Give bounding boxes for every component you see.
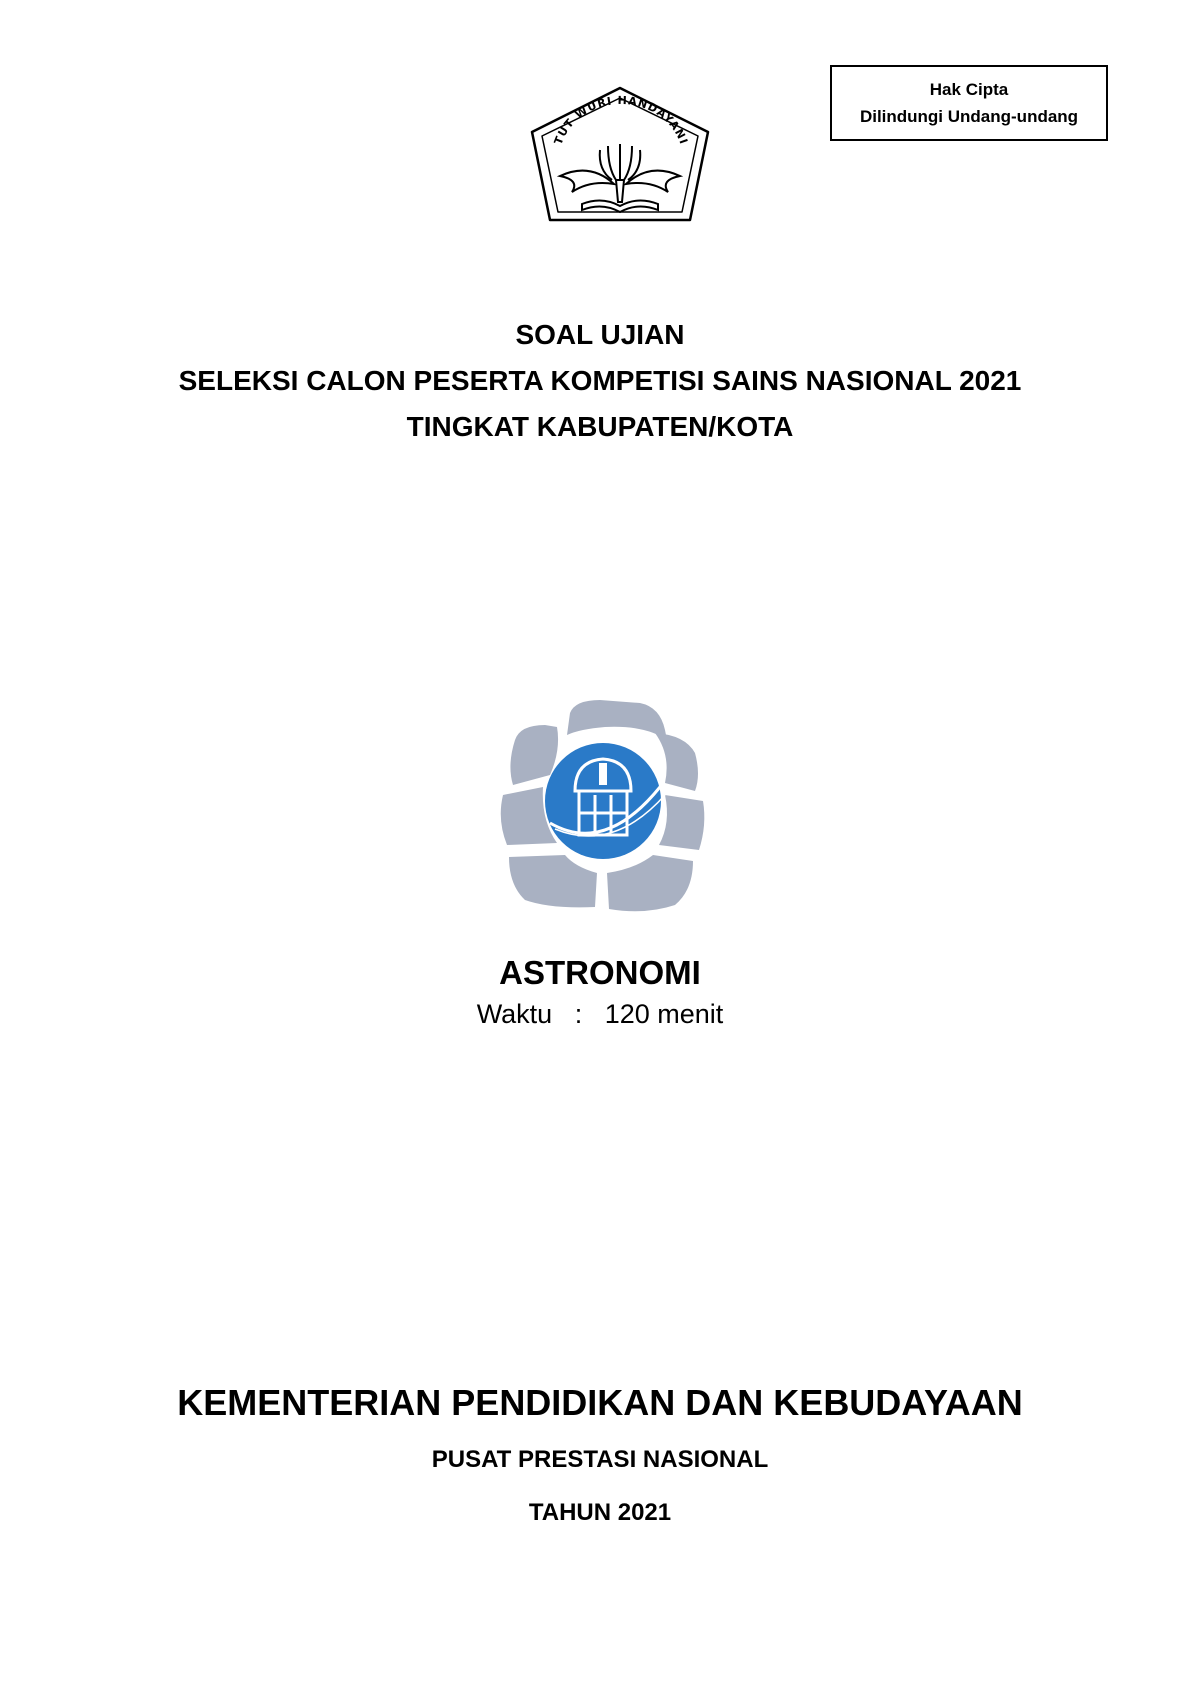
subject-name: ASTRONOMI (499, 954, 701, 991)
title-line-2: SELEKSI CALON PESERTA KOMPETISI SAINS NASIONAL 2021 (178, 365, 1022, 396)
ministry-name: KEMENTERIAN PENDIDIKAN DAN KEBUDAYAAN (177, 1382, 1023, 1423)
copyright-line-2: Dilindungi Undang-undang (859, 107, 1079, 126)
exam-year: TAHUN 2021 (528, 1499, 672, 1526)
svg-text:TUT WURI HANDAYANI: TUT WURI HANDAYANI (551, 93, 691, 147)
tut-wuri-handayani-emblem-icon (520, 80, 720, 250)
copyright-line-1: Hak Cipta (929, 80, 1009, 99)
exam-duration: Waktu : 120 menit (476, 999, 724, 1029)
copyright-notice (830, 65, 1108, 141)
center-name: PUSAT PRESTASI NASIONAL (431, 1446, 769, 1473)
title-line-1: SOAL UJIAN (515, 319, 685, 350)
exam-title (0, 312, 1200, 450)
observatory-logo-icon (495, 695, 710, 920)
title-line-3: TINGKAT KABUPATEN/KOTA (406, 411, 794, 442)
